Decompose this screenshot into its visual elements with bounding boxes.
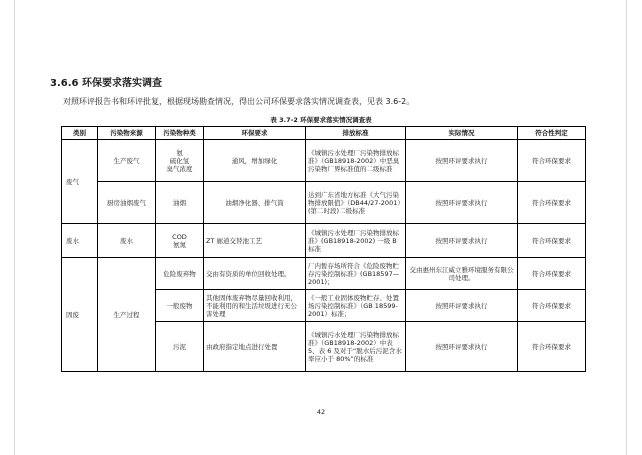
standard-cell: 达到广东省地方标准《大气污染物排放限值》（DB44/27-2001）(第二时段)二级标准 [306, 182, 406, 224]
pollutant-line: 臭气浓度 [166, 164, 193, 173]
requirement-cell: 油烟净化器、排气筒 [204, 182, 306, 224]
table-caption: 表 3.7-2 环保要求落实情况调查表 [270, 116, 372, 124]
actual-cell: 按照环评要求执行 [406, 290, 518, 322]
requirement-cell: 由政府指定地点进行处置 [204, 322, 306, 372]
standard-cell: 《一般工业固体废物贮存、处置场污染控制标准》（GB 18599-2001）标准； [306, 290, 406, 322]
requirement-cell: 交由有资质的单位回收处理。 [204, 258, 306, 290]
compliance-cell: 符合环保要求 [518, 182, 586, 224]
header-pollutant: 污染物种类 [156, 127, 204, 140]
table-row [62, 258, 586, 290]
pollutant-line: COD [172, 232, 187, 241]
intro-paragraph: 对照环评报告书和环评批复，根据现场勘查情况，得出公司环保要求落实情况调查表，见表 3.6-2。 [63, 97, 415, 106]
category-cell: 废气 [62, 140, 98, 224]
compliance-cell: 符合环保要求 [518, 140, 586, 182]
compliance-cell: 符合环保要求 [518, 224, 586, 258]
standard-cell: 《城镇污水处理厂污染物排放标准》（GB18918-2002）中表 5、表 6 及对于“脱水后污泥含水率应小于 80%”的标准 [306, 322, 406, 372]
compliance-cell: 符合环保要求 [518, 322, 586, 372]
actual-cell: 按照环评要求执行 [406, 182, 518, 224]
page-left-edge [14, 0, 15, 455]
requirement-cell: ZT 廊道交替池工艺 [204, 224, 306, 258]
standard-cell: 《城镇污水处理厂污染物排放标准》（GB18918-2002）中恶臭污染物厂界标准值的二级标准 [306, 140, 406, 182]
header-actual: 实际情况 [406, 127, 518, 140]
actual-cell: 按照环评要求执行 [406, 322, 518, 372]
page-right-edge [626, 0, 627, 455]
page-number: 42 [316, 408, 326, 416]
pollutant-cell: 危险废弃物 [156, 258, 204, 290]
pollutant-line: 氨 [176, 148, 183, 157]
table-row [62, 182, 586, 224]
pollutant-cell: 一般废物 [156, 290, 204, 322]
compliance-cell: 符合环保要求 [518, 290, 586, 322]
category-cell: 废水 [62, 224, 98, 258]
header-source: 污染物来源 [98, 127, 156, 140]
table-row [62, 140, 586, 182]
header-compliance: 符合性判定 [518, 127, 586, 140]
table-header-row [62, 127, 586, 140]
header-standard: 排放标准 [306, 127, 406, 140]
source-cell: 生产过程 [98, 258, 156, 372]
source-cell: 生产废气 [98, 140, 156, 182]
source-cell: 废水 [98, 224, 156, 258]
pollutant-cell: 污泥 [156, 322, 204, 372]
requirement-cell: 其他固体废弃物尽量回收利用，不能利用的和生活垃圾进行无公害处理 [204, 290, 306, 322]
header-requirement: 环保要求 [204, 127, 306, 140]
table-row [62, 224, 586, 258]
source-cell: 厨房油烟废气 [98, 182, 156, 224]
pollutant-line: 氨氮 [173, 240, 186, 249]
pollutant-line: 硫化氢 [169, 156, 190, 165]
section-title: 环保要求落实调查 [81, 78, 162, 89]
section-number: 3.6.6 [50, 78, 79, 89]
pollutant-cell: 油烟 [156, 182, 204, 224]
header-category: 类别 [62, 127, 98, 140]
section-heading [50, 77, 162, 90]
standard-cell: 《城镇污水处理厂污染物排放标准》(GB18918-2002) 一级 B 标准 [306, 224, 406, 258]
actual-cell: 交由惠州东江威立雅环境服务有限公司处理。 [406, 258, 518, 290]
compliance-cell: 符合环保要求 [518, 258, 586, 290]
pollutant-cell [156, 224, 204, 258]
pollutant-cell [156, 140, 204, 182]
category-cell: 固废 [62, 258, 98, 372]
actual-cell: 按照环评要求执行 [406, 140, 518, 182]
requirement-cell: 通风，增加绿化 [204, 140, 306, 182]
environmental-requirements-table [61, 126, 586, 372]
actual-cell: 按照环评要求执行 [406, 224, 518, 258]
standard-cell: 厂内暂存场所符合《危险废物贮存污染控制标准》(GB18597—2001)； [306, 258, 406, 290]
